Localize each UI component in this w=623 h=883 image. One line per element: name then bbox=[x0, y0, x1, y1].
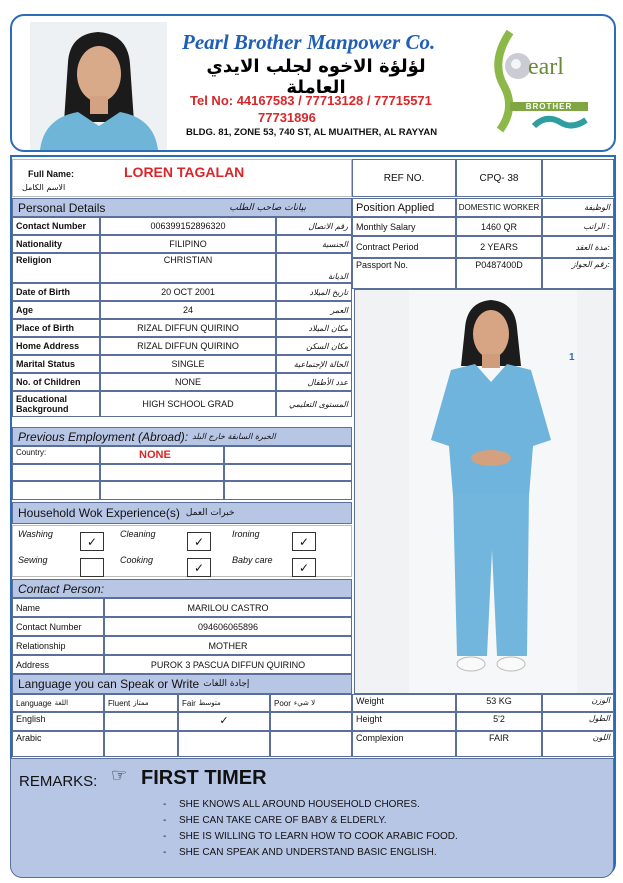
household-item-label: Ironing bbox=[232, 529, 260, 539]
language-head-language-arabic: اللغة bbox=[54, 699, 69, 707]
prev-emp-blank-5 bbox=[12, 481, 100, 500]
personal-row-label-arabic: الديانة bbox=[276, 253, 352, 283]
physical-row-value: 5'2 bbox=[456, 712, 542, 731]
personal-row-value: 006399152896320 bbox=[100, 217, 276, 235]
household-item-checkbox: ✓ bbox=[80, 532, 104, 551]
personal-row-label: Marital Status bbox=[12, 355, 100, 373]
household-item-checkbox: ✓ bbox=[187, 532, 211, 551]
full-body-photo bbox=[354, 289, 614, 694]
physical-row-value: FAIR bbox=[456, 731, 542, 757]
personal-row-label-arabic: رقم الاتصال bbox=[276, 217, 352, 235]
full-name-value: LOREN TAGALAN bbox=[124, 164, 245, 180]
pointing-hand-icon: ☞ bbox=[111, 765, 128, 786]
tel-line-2: 77731896 bbox=[258, 110, 316, 125]
contact-row-value: MOTHER bbox=[104, 636, 352, 655]
contact-row-value: 094606065896 bbox=[104, 617, 352, 636]
job-row-value: 1460 QR bbox=[456, 217, 542, 236]
previous-employment-title-arabic: الخبرة السابقة خارج البلد bbox=[192, 432, 276, 441]
personal-row-label: Nationality bbox=[12, 235, 100, 253]
contact-person-header bbox=[12, 579, 352, 598]
personal-row-value: SINGLE bbox=[100, 355, 276, 373]
personal-row-value: HIGH SCHOOL GRAD bbox=[100, 391, 276, 417]
personal-row-value: NONE bbox=[100, 373, 276, 391]
personal-row-label-arabic: الجنسية bbox=[276, 235, 352, 253]
physical-row-label-arabic: اللون bbox=[542, 731, 614, 757]
language-head-fair-arabic: متوسط bbox=[198, 699, 221, 707]
language-head-fair bbox=[178, 694, 270, 712]
job-row-label-arabic: الوظيفة bbox=[542, 198, 614, 217]
job-row-label-arabic: مدة العقد: bbox=[542, 236, 614, 258]
job-row-value: DOMESTIC WORKER bbox=[456, 198, 542, 217]
household-item-label: Washing bbox=[18, 529, 53, 539]
photo-side-digit: 1 bbox=[569, 352, 575, 363]
full-name-label: Full Name: bbox=[28, 169, 75, 179]
household-item-label: Cleaning bbox=[120, 529, 156, 539]
job-row-label: Position Applied bbox=[352, 198, 456, 217]
personal-row-label: Age bbox=[12, 301, 100, 319]
previous-employment-title: Previous Employment (Abroad): bbox=[18, 429, 189, 444]
personal-row-label: Home Address bbox=[12, 337, 100, 355]
portrait-photo bbox=[30, 22, 167, 150]
prev-emp-blank-4 bbox=[224, 464, 352, 481]
job-row-label: Monthly Salary bbox=[352, 217, 456, 236]
country-label: Country: bbox=[12, 446, 100, 464]
job-row-label-arabic: الراتب : bbox=[542, 217, 614, 236]
household-experience-header bbox=[12, 502, 352, 524]
household-experience-title: Household Wok Experience(s) bbox=[18, 506, 180, 520]
contact-row-value: MARILOU CASTRO bbox=[104, 598, 352, 617]
company-address: BLDG. 81, ZONE 53, 740 ST, AL MUAITHER, AL RAYYAN bbox=[186, 127, 438, 138]
language-row-poor bbox=[270, 712, 352, 731]
language-head-fluent-arabic: ممتاز bbox=[133, 699, 149, 707]
language-head-poor bbox=[270, 694, 352, 712]
company-name: Pearl Brother Manpower Co. bbox=[182, 30, 436, 54]
ref-no-value: CPQ- 38 bbox=[456, 159, 542, 197]
language-row-name: English bbox=[12, 712, 104, 731]
language-head-language bbox=[12, 694, 104, 712]
prev-emp-blank-1 bbox=[224, 446, 352, 464]
personal-row-label: No. of Children bbox=[12, 373, 100, 391]
language-row-poor bbox=[270, 731, 352, 757]
language-row-name: Arabic bbox=[12, 731, 104, 757]
personal-row-label-arabic: تاريخ الميلاد bbox=[276, 283, 352, 301]
personal-row-label-arabic: الحالة الإجتماعية bbox=[276, 355, 352, 373]
remark-item: SHE KNOWS ALL AROUND HOUSEHOLD CHORES. bbox=[179, 799, 420, 810]
personal-row-label-arabic: المستوى التعليمي bbox=[276, 391, 352, 417]
language-head-fluent-label: Fluent bbox=[108, 698, 131, 708]
remarks-panel bbox=[10, 758, 614, 878]
household-item-checkbox bbox=[80, 558, 104, 577]
physical-row-label: Weight bbox=[352, 694, 456, 712]
language-row-fluent bbox=[104, 731, 178, 757]
personal-row-label: Place of Birth bbox=[12, 319, 100, 337]
personal-row-value: CHRISTIAN bbox=[100, 253, 276, 283]
language-row-fair bbox=[178, 731, 270, 757]
prev-emp-blank-6 bbox=[100, 481, 224, 500]
household-item-checkbox: ✓ bbox=[292, 558, 316, 577]
household-item-checkbox: ✓ bbox=[292, 532, 316, 551]
remark-item: SHE IS WILLING TO LEARN HOW TO COOK ARABIC FOOD. bbox=[179, 831, 458, 842]
contact-person-title: Contact Person: bbox=[18, 581, 105, 596]
contact-row-label: Address bbox=[12, 655, 104, 674]
contact-row-value: PUROK 3 PASCUA DIFFUN QUIRINO bbox=[104, 655, 352, 674]
job-row-value: P0487400D bbox=[456, 258, 542, 289]
physical-row-label: Complexion bbox=[352, 731, 456, 757]
personal-row-value: FILIPINO bbox=[100, 235, 276, 253]
prev-emp-blank-2 bbox=[12, 464, 100, 481]
contact-row-label: Relationship bbox=[12, 636, 104, 655]
prev-emp-blank-3 bbox=[100, 464, 224, 481]
household-item-label: Sewing bbox=[18, 555, 48, 565]
personal-row-value: 20 OCT 2001 bbox=[100, 283, 276, 301]
personal-row-label-arabic: عدد الأطفال bbox=[276, 373, 352, 391]
personal-row-value: RIZAL DIFFUN QUIRINO bbox=[100, 319, 276, 337]
contact-row-label: Contact Number bbox=[12, 617, 104, 636]
household-item-label: Baby care bbox=[232, 555, 273, 565]
language-head-poor-arabic: لا شيء bbox=[293, 699, 316, 707]
full-name-label-arabic: الاسم الكامل bbox=[22, 183, 66, 192]
previous-employment-header bbox=[12, 427, 352, 446]
remark-item: SHE CAN SPEAK AND UNDERSTAND BASIC ENGLISH. bbox=[179, 847, 437, 858]
tel-line-1: Tel No: 44167583 / 77713128 / 77715571 bbox=[190, 93, 432, 108]
personal-details-title: Personal Details bbox=[18, 200, 106, 215]
logo-wordmark: earl bbox=[528, 54, 564, 80]
personal-row-label-arabic: مكان الميلاد bbox=[276, 319, 352, 337]
company-logo bbox=[470, 22, 600, 140]
contact-row-label: Name bbox=[12, 598, 104, 617]
household-item-label: Cooking bbox=[120, 555, 154, 565]
remark-item: SHE CAN TAKE CARE OF BABY & ELDERLY. bbox=[179, 815, 387, 826]
language-head-fluent bbox=[104, 694, 178, 712]
ref-no-label: REF NO. bbox=[352, 159, 456, 197]
job-row-label: Passport No. bbox=[352, 258, 456, 289]
personal-row-label: Date of Birth bbox=[12, 283, 100, 301]
remark-bullet: - bbox=[163, 847, 167, 858]
remark-bullet: - bbox=[163, 831, 167, 842]
personal-row-label: Religion bbox=[12, 253, 100, 283]
ref-no-blank bbox=[542, 159, 614, 197]
job-row-label: Contract Period bbox=[352, 236, 456, 258]
physical-row-label: Height bbox=[352, 712, 456, 731]
language-title-arabic: إجادة اللغات bbox=[203, 679, 250, 689]
language-row-fair: ✓ bbox=[178, 712, 270, 731]
language-head-fair-label: Fair bbox=[182, 698, 196, 708]
household-experience-title-arabic: خبرات العمل bbox=[185, 508, 235, 518]
job-row-label-arabic: رقم الجواز: bbox=[542, 258, 614, 289]
personal-details-title-arabic: بيانات صاحب الطلب bbox=[229, 202, 306, 213]
language-title: Language you can Speak or Write bbox=[18, 677, 200, 691]
personal-row-value: RIZAL DIFFUN QUIRINO bbox=[100, 337, 276, 355]
job-row-value: 2 YEARS bbox=[456, 236, 542, 258]
remarks-headline: FIRST TIMER bbox=[141, 767, 267, 789]
personal-row-value: 24 bbox=[100, 301, 276, 319]
personal-row-label-arabic: مكان السكن bbox=[276, 337, 352, 355]
personal-row-label-arabic: العمر bbox=[276, 301, 352, 319]
household-item-checkbox: ✓ bbox=[187, 558, 211, 577]
language-head-poor-label: Poor bbox=[274, 698, 291, 708]
physical-row-value: 53 KG bbox=[456, 694, 542, 712]
physical-row-label-arabic: الوزن bbox=[542, 694, 614, 712]
logo-subtitle: BROTHER bbox=[510, 102, 588, 111]
remark-bullet: - bbox=[163, 799, 167, 810]
personal-row-label: Contact Number bbox=[12, 217, 100, 235]
telephone-numbers bbox=[190, 92, 448, 126]
language-head-language-label: Language bbox=[16, 698, 52, 708]
language-row-fluent bbox=[104, 712, 178, 731]
remarks-label: REMARKS: bbox=[19, 773, 98, 790]
personal-row-label: Educational Background bbox=[12, 391, 100, 417]
remark-bullet: - bbox=[163, 815, 167, 826]
company-name-arabic: لؤلؤة الاخوه لجلب الايدي العاملة bbox=[206, 56, 426, 98]
previous-employment-value: NONE bbox=[100, 446, 224, 464]
prev-emp-blank-7 bbox=[224, 481, 352, 500]
language-header bbox=[12, 674, 352, 694]
personal-details-header bbox=[12, 198, 352, 217]
physical-row-label-arabic: الطول bbox=[542, 712, 614, 731]
